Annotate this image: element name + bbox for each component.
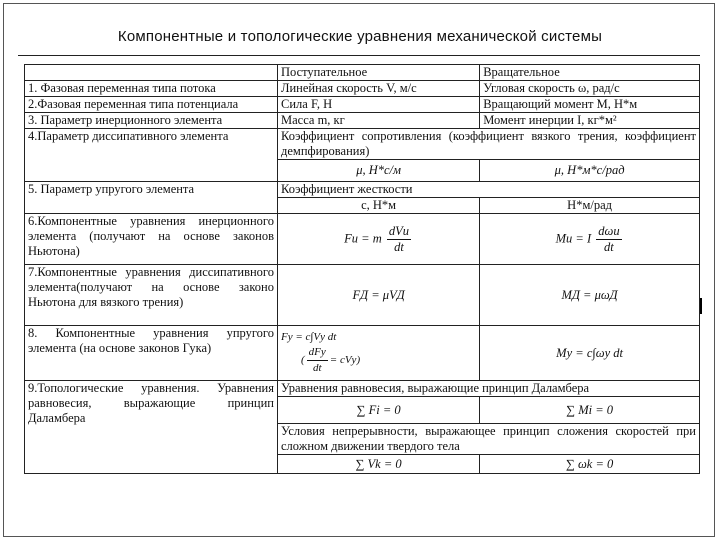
table-row: 3. Параметр инерционного элемента Масса m, кг Момент инерции I, кг*м² [25, 113, 700, 129]
table-row: 9.Топологические уравнения. Уравнения равновесия, выражающие принцип Даламбера Уравнения равновесия, выражающие принцип Даламбера [25, 381, 700, 397]
table-row: Условия непрерывности, выражающее принцип сложения скоростей при сложном движении твердого тела [25, 424, 700, 455]
formula-cont-rot: ∑ ωk = 0 [480, 455, 700, 474]
equations-table [24, 64, 700, 474]
table-row: 7.Компонентные уравнения диссипативного элемента(получают на основе законо Ньютона для вязкого трения) FД = μVД MД = μωД [25, 265, 700, 326]
page-title: Компонентные и топологические уравнения механической системы [117, 28, 603, 45]
table-row: c, Н*м Н*м/рад [25, 198, 700, 214]
header-rotational: Вращательное [480, 65, 700, 81]
title-rule [18, 55, 700, 56]
formula-cont-trans: ∑ Vk = 0 [278, 455, 480, 474]
formula-diss-trans: FД = μVД [278, 265, 480, 326]
table-row: 6.Компонентные уравнения инерционного элемента (получают на основе законов Ньютона) Fи = m $\frac{\text{dVи}}{dt}$ Mи = I $\frac{\text{dωи}}{dt}$ [25, 214, 700, 265]
table-row: 5. Параметр упругого элемента Коэффициент жесткости [25, 182, 700, 198]
table-row: μ, Н*с/м μ, Н*м*с/рад [25, 160, 700, 182]
table-row: 4.Параметр диссипативного элемента Коэффициент сопротивления (коэффициент вязкого трения, коэффициент демпфирования) [25, 129, 700, 160]
table-row [25, 65, 700, 81]
formula-elast-trans: Fу = c∫Vу dt [281, 331, 337, 343]
formula-inertia-rot: Mи = I [555, 230, 592, 245]
formula-diss-rot: MД = μωД [480, 265, 700, 326]
table-row: 2.Фазовая переменная типа потенциала Сила F, Н Вращающий момент M, Н*м [25, 97, 700, 113]
formula-equil-trans: ∑ Fi = 0 [278, 397, 480, 424]
header-translational: Поступательное [278, 65, 480, 81]
formula-elast-rot: Mу = c∫ωу dt [480, 326, 700, 381]
table-row: 1. Фазовая переменная типа потока Линейная скорость V, м/с Угловая скорость ω, рад/с [25, 81, 700, 97]
formula-equil-rot: ∑ Mi = 0 [480, 397, 700, 424]
formula-inertia-trans: Fи = m [344, 230, 382, 245]
table-row: 8. Компонентные уравнения упругого элемента (на основе законов Гука) Fу = c∫Vу dt ( $\frac{\text{dFу}}{dt}$ = cVу) Mу = c∫ωу dt [25, 326, 700, 381]
